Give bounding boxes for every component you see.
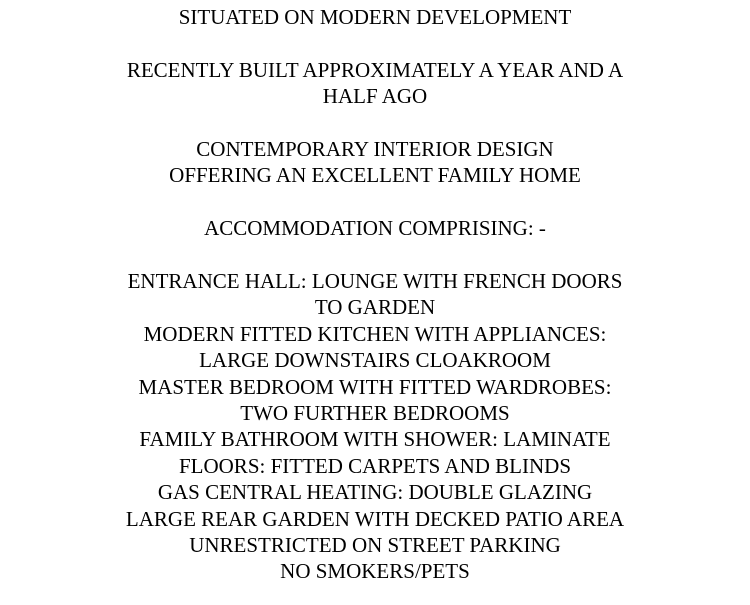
feature-line: GAS CENTRAL HEATING: DOUBLE GLAZING [157, 480, 593, 505]
accommodation-intro [0, 215, 750, 241]
feature-line: MASTER BEDROOM WITH FITTED WARDROBES: [138, 374, 612, 399]
built-paragraph [0, 57, 750, 110]
feature-line: TWO FURTHER BEDROOMS [240, 401, 510, 426]
text-line: HALF AGO [322, 84, 428, 109]
paragraph-gap [0, 189, 750, 215]
feature-line: FLOORS: FITTED CARPETS AND BLINDS [178, 453, 572, 478]
paragraph-gap [0, 242, 750, 268]
feature-line: LARGE REAR GARDEN WITH DECKED PATIO AREA [125, 506, 625, 531]
feature-line: LARGE DOWNSTAIRS CLOAKROOM [199, 348, 551, 373]
feature-line: FAMILY BATHROOM WITH SHOWER: LAMINATE [139, 427, 611, 452]
feature-line: ENTRANCE HALL: LOUNGE WITH FRENCH DOORS [127, 269, 623, 293]
text-line: OFFERING AN EXCELLENT FAMILY HOME [169, 163, 581, 188]
features-list [0, 268, 750, 585]
feature-line: NO SMOKERS/PETS [280, 559, 470, 584]
property-description [0, 4, 750, 585]
text-line: RECENTLY BUILT APPROXIMATELY A YEAR AND A [126, 57, 624, 82]
feature-line: TO GARDEN [314, 295, 436, 320]
paragraph-gap [0, 110, 750, 136]
paragraph-gap [0, 30, 750, 56]
text-line: ACCOMMODATION COMPRISING: - [204, 216, 546, 241]
feature-line: UNRESTRICTED ON STREET PARKING [189, 533, 561, 558]
design-paragraph [0, 136, 750, 189]
development-heading [0, 4, 750, 30]
text-line: CONTEMPORARY INTERIOR DESIGN [196, 137, 554, 161]
feature-line: MODERN FITTED KITCHEN WITH APPLIANCES: [143, 321, 607, 346]
text-line: SITUATED ON MODERN DEVELOPMENT [178, 5, 572, 29]
